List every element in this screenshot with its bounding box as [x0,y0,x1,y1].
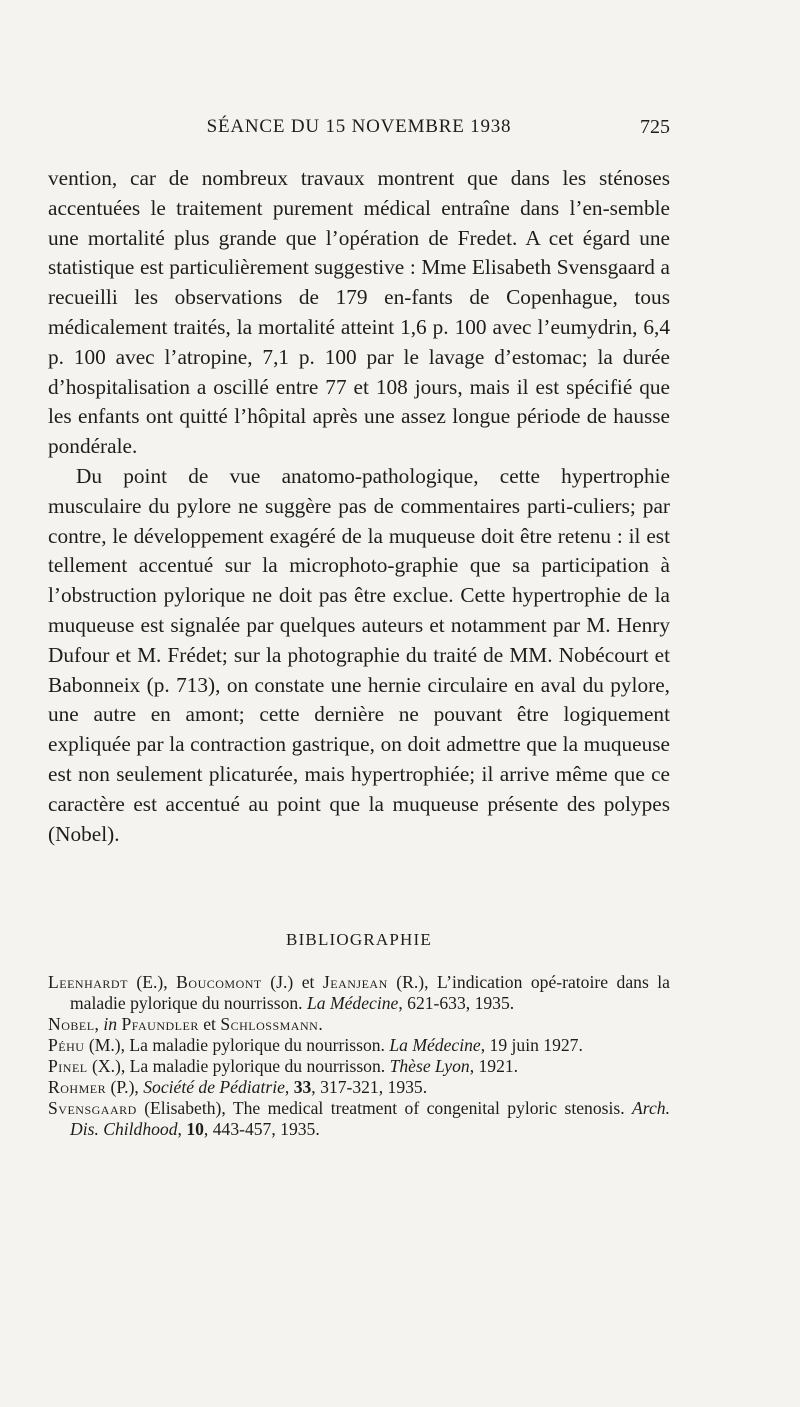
entry-text: , [94,1014,104,1034]
author-name: Leenhardt [48,972,128,992]
bibliography-entry-pehu [48,1035,670,1056]
journal-title: Thèse Lyon [389,1056,470,1076]
running-title: SÉANCE DU 15 NOVEMBRE 1938 [206,116,512,137]
bibliography-entry-rohmer [48,1077,670,1098]
author-name: Boucomont [176,972,262,992]
author-name: Schlossmann [220,1014,319,1034]
author-name: Rohmer [48,1077,107,1097]
entry-text: (E.), [127,972,177,992]
journal-title: La Médecine [389,1035,481,1055]
journal-title: La Médecine [306,993,399,1013]
author-name: Péhu [48,1035,85,1055]
entry-end: , 621-633, 1935. [398,993,515,1013]
entry-text: (R.), L’indication opé-ratoire dans la maladie pylorique du nourrisson. [70,972,670,1013]
bibliography-entry-nobel [48,1014,670,1035]
entry-text: (J.) et [261,972,323,992]
entry-in: in [103,1014,118,1034]
paragraph-1: vention, car de nombreux travaux montrent que dans les sténoses accentuées le traitement purement médical entraîne dans l’en-semble une mortalité plus grande que l’opération de Fredet. A cet égard une statistique est particulièrement suggestive : Mme Elisabeth Svensgaard a recueilli les observations de 179 en-fants de Copenhague, tous médicalement traités, la mortalité atteint 1,6 p. 100 avec l’eumydrin, 6,4 p. 100 avec l’atropine, 7,1 p. 100 par le lavage d’estomac; la durée d’hospitalisation a oscillé entre 77 et 108 jours, mais il est spécifié que les enfants ont quitté l’hôpital après une assez longue période de hausse pondérale. [48,166,670,459]
entry-text: , [177,1119,187,1139]
entry-text: , [284,1077,294,1097]
journal-title: Société de Pédiatrie [143,1077,285,1097]
entry-text: (M.), La maladie pylorique du nourrisson. [84,1035,390,1055]
author-name: Jeanjean [322,972,388,992]
bibliography-entry-leenhardt [48,972,670,1014]
body-text [48,164,670,849]
entry-text: et [198,1014,221,1034]
bibliography-entry-pinel [48,1056,670,1077]
journal-title: Arch. Dis. Childhood [70,1098,670,1139]
entry-end: , 317-321, 1935. [311,1077,428,1097]
entry-text: (X.), La maladie pylorique du nourrisson. [87,1056,390,1076]
entry-end: , 19 juin 1927. [480,1035,583,1055]
volume-number: 33 [293,1077,312,1097]
entry-end: , 1921. [469,1056,519,1076]
author-name: Svensgaard [48,1098,137,1118]
entry-text: (Elisabeth), The medical treatment of congenital pyloric stenosis. [136,1098,633,1118]
bibliography-entry-svensgaard [48,1098,670,1140]
entry-text: (P.), [106,1077,144,1097]
entry-end: , 443-457, 1935. [203,1119,320,1139]
entry-end: . [318,1014,323,1034]
volume-number: 10 [186,1119,204,1139]
running-head [48,116,670,146]
paragraph-2: Du point de vue anatomo-pathologique, cette hypertrophie musculaire du pylore ne suggère pas de commentaires parti-culiers; par contre, le développement exagéré de la muqueuse doit être retenu : il est tellement accentué sur la microphoto-graphie que sa participation à l’obstruction pylorique ne doit pas être exclue. Cette hypertrophie de la muqueuse est signalée par quelques auteurs et notamment par M. Henry Dufour et M. Frédet; sur la photographie du traité de MM. Nobécourt et Babonneix (p. 713), on constate une hernie circulaire en aval du pylore, une autre en amont; cette dernière ne pouvant être logiquement expliquée par la contraction gastrique, on doit admettre que la muqueuse est non seulement plicaturée, mais hypertrophiée; il arrive même que ce caractère est accentué au point que la muqueuse présente des polypes (Nobel). [48,463,670,846]
author-name: Pinel [48,1056,88,1076]
bibliography-heading: BIBLIOGRAPHIE [286,930,432,949]
page-number: 725 [640,116,670,138]
author-name: Pfaundler [121,1014,199,1034]
bibliography-list [48,972,670,1140]
author-name: Nobel [48,1014,95,1034]
